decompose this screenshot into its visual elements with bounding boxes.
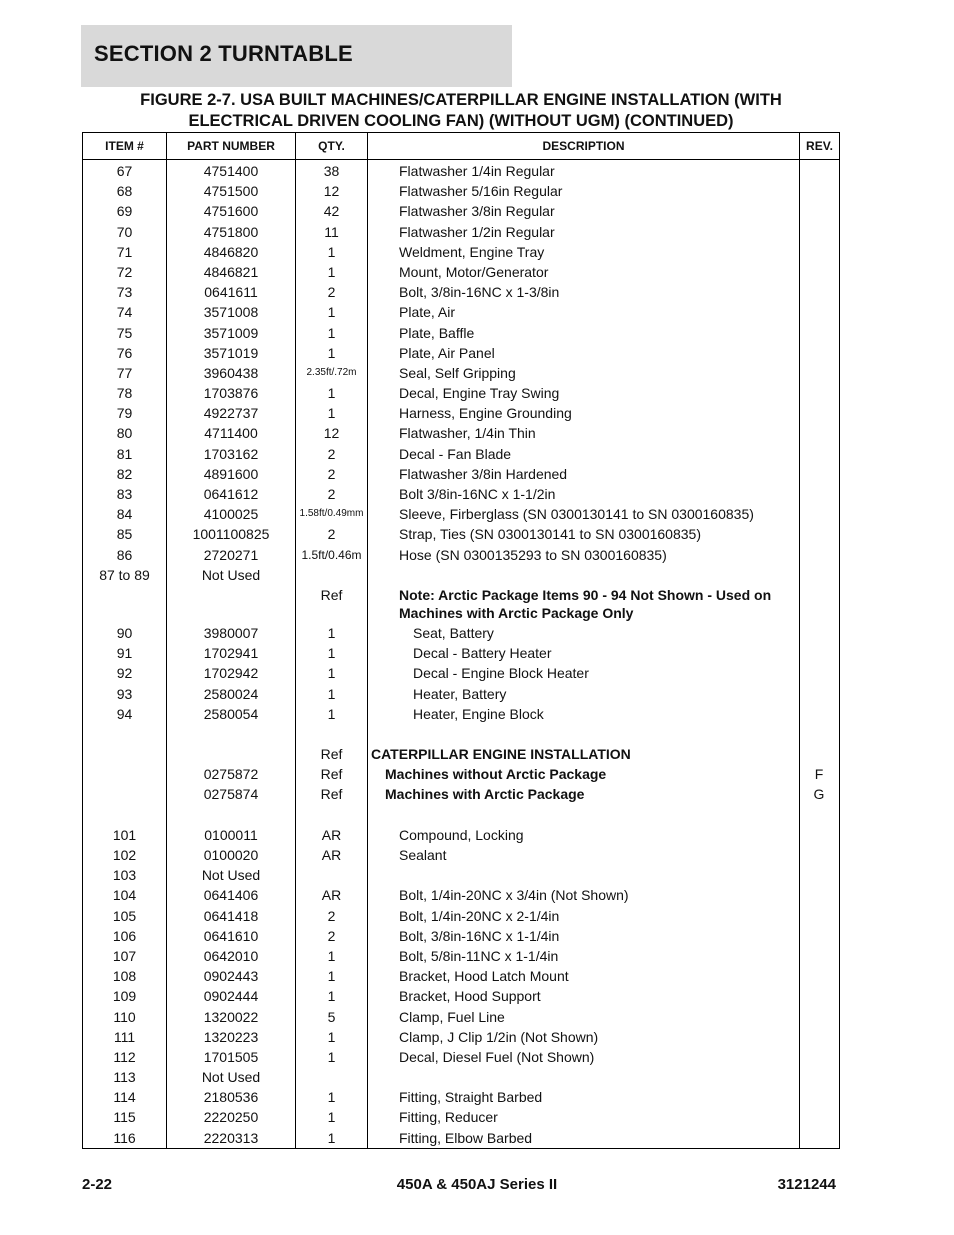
cell-quantity: 1 <box>327 1129 336 1146</box>
cell-quantity: 1 <box>327 1048 336 1065</box>
cell-item-number: 82 <box>116 465 133 482</box>
cell-description: Weldment, Engine Tray <box>399 243 545 260</box>
cell-part-number: 1320022 <box>203 1008 259 1025</box>
cell-description: Plate, Air <box>399 304 456 321</box>
table-row <box>83 545 839 565</box>
cell-description: Seal, Self Gripping <box>399 364 516 381</box>
cell-item-number: 108 <box>112 968 137 985</box>
table-row <box>83 1007 839 1027</box>
cell-quantity: 2.35ft/.72m <box>306 366 357 378</box>
table-body <box>83 161 839 1148</box>
cell-part-number: 4846820 <box>203 243 259 260</box>
table-row <box>83 565 839 585</box>
table-row <box>83 1067 839 1087</box>
cell-quantity: 2 <box>327 526 336 543</box>
cell-part-number: 0902443 <box>203 968 259 985</box>
cell-part-number: 0642010 <box>203 947 259 964</box>
cell-part-number: 0641418 <box>203 907 259 924</box>
cell-description: Bolt, 1/4in-20NC x 2-1/4in <box>399 907 560 924</box>
cell-description: Bolt, 3/8in-16NC x 1-1/4in <box>399 927 560 944</box>
cell-item-number: 110 <box>113 1008 136 1025</box>
cell-part-number: 1702941 <box>203 645 259 662</box>
cell-item-number: 102 <box>112 847 137 863</box>
cell-item-number: 90 <box>116 624 133 641</box>
cell-item-number: 76 <box>116 344 133 361</box>
table-row <box>83 986 839 1006</box>
cell-part-number: 0641610 <box>203 927 259 944</box>
cell-item-number: 81 <box>116 445 133 462</box>
cell-quantity: 1 <box>327 988 336 1005</box>
cell-quantity: AR <box>321 847 342 863</box>
cell-quantity: 1 <box>327 624 336 641</box>
cell-part-number: 3571009 <box>203 324 259 341</box>
cell-quantity: 2 <box>327 907 336 924</box>
cell-item-number: 67 <box>116 163 133 179</box>
cell-quantity: 42 <box>323 203 340 220</box>
table-row <box>83 684 839 704</box>
table-row <box>83 403 839 423</box>
cell-part-number: 4100025 <box>203 506 259 523</box>
cell-quantity: 1 <box>327 705 336 722</box>
cell-description: Machines without Arctic Package <box>385 766 607 783</box>
cell-part-number: 4846821 <box>203 263 259 280</box>
cell-quantity: 1 <box>327 324 336 341</box>
cell-quantity: AR <box>321 826 342 843</box>
cell-quantity: AR <box>321 887 342 904</box>
cell-item-number: 86 <box>116 546 133 563</box>
cell-part-number: 2180536 <box>203 1089 259 1106</box>
table-row <box>83 181 839 201</box>
cell-part-number: 4711400 <box>204 425 258 442</box>
cell-quantity: 38 <box>323 163 340 179</box>
cell-description: Flatwasher 1/4in Regular <box>399 163 555 179</box>
cell-part-number: 0641611 <box>204 284 258 301</box>
cell-quantity: 5 <box>327 1008 336 1025</box>
cell-quantity: Ref <box>320 786 343 803</box>
cell-quantity: 1 <box>327 1028 336 1045</box>
cell-quantity: 1 <box>327 645 336 662</box>
table-row <box>83 504 839 524</box>
cell-quantity: 1 <box>327 263 336 280</box>
cell-item-number: 85 <box>116 526 133 543</box>
cell-description: Note: Arctic Package Items 90 - 94 Not Shown - Used on Machines with Arctic Package Only <box>399 586 772 621</box>
cell-part-number: 2720271 <box>203 546 259 563</box>
cell-item-number: 113 <box>113 1069 136 1086</box>
cell-revision: G <box>813 786 825 803</box>
table-row <box>83 623 839 643</box>
table-row <box>83 484 839 504</box>
cell-item-number: 80 <box>116 425 133 442</box>
cell-description: Decal - Battery Heater <box>413 645 552 662</box>
table-row <box>83 845 839 865</box>
cell-description: Decal, Diesel Fuel (Not Shown) <box>399 1048 595 1065</box>
cell-item-number: 72 <box>116 263 133 280</box>
cell-part-number: 4751400 <box>203 163 259 179</box>
cell-description: Fitting, Straight Barbed <box>399 1089 543 1106</box>
table-row <box>83 302 839 322</box>
table-row <box>83 524 839 544</box>
cell-description: Clamp, Fuel Line <box>399 1008 505 1025</box>
cell-item-number: 109 <box>112 988 137 1005</box>
cell-description: Harness, Engine Grounding <box>399 405 572 422</box>
cell-item-number: 105 <box>112 907 137 924</box>
cell-item-number: 93 <box>116 685 133 702</box>
cell-part-number: 1703162 <box>203 445 259 462</box>
cell-item-number: 68 <box>116 183 133 200</box>
cell-part-number: 3960438 <box>203 364 259 381</box>
section-header <box>81 25 512 87</box>
header-qty: QTY. <box>318 139 345 153</box>
cell-item-number: 75 <box>116 324 133 341</box>
cell-quantity: 1 <box>327 385 336 402</box>
cell-description: Seat, Battery <box>413 624 494 641</box>
cell-item-number: 104 <box>112 887 137 904</box>
cell-part-number: 2220313 <box>203 1129 259 1146</box>
cell-description: Bolt, 1/4in-20NC x 3/4in (Not Shown) <box>399 887 629 904</box>
cell-part-number: 0641612 <box>203 486 259 502</box>
table-row <box>83 1047 839 1067</box>
footer-page-number: 2-22 <box>82 1176 113 1193</box>
table-row <box>83 201 839 221</box>
cell-quantity: 12 <box>323 183 340 200</box>
cell-part-number: 1703876 <box>203 385 259 402</box>
cell-quantity: 2 <box>327 284 336 301</box>
cell-quantity: 1 <box>327 304 336 321</box>
cell-part-number: 0100011 <box>204 826 258 843</box>
table-row <box>83 161 839 181</box>
table-row <box>83 323 839 343</box>
cell-quantity: Ref <box>320 586 343 603</box>
cell-part-number: 3571019 <box>203 344 259 361</box>
cell-quantity: 2 <box>327 445 336 462</box>
cell-description: Flatwasher 5/16in Regular <box>399 183 563 200</box>
table-row <box>83 383 839 403</box>
cell-item-number: 116 <box>113 1129 136 1146</box>
cell-item-number: 94 <box>116 705 133 722</box>
cell-description: Sleeve, Firberglass (SN 0300130141 to SN 0300160835) <box>399 506 754 523</box>
cell-item-number: 91 <box>116 645 133 662</box>
cell-quantity: 2 <box>327 486 336 502</box>
cell-part-number: 4891600 <box>203 465 259 482</box>
cell-quantity: 1 <box>327 968 336 985</box>
table-row <box>83 784 839 804</box>
cell-part-number: 0902444 <box>203 988 259 1005</box>
cell-quantity: 1 <box>327 947 336 964</box>
cell-part-number: 0641406 <box>203 887 259 904</box>
cell-description: Flatwasher 3/8in Hardened <box>399 465 568 482</box>
table-row <box>83 643 839 663</box>
cell-quantity: 1 <box>327 665 336 682</box>
cell-quantity: 1 <box>327 685 336 702</box>
figure-title-line-2: ELECTRICAL DRIVEN COOLING FAN) (WITHOUT UGM) (CONTINUED) <box>188 112 734 130</box>
table-row <box>83 464 839 484</box>
cell-revision: F <box>814 766 824 783</box>
header-item: ITEM # <box>105 139 144 153</box>
cell-description: Bolt 3/8in-16NC x 1-1/2in <box>399 486 556 502</box>
cell-description: Decal - Fan Blade <box>399 445 512 462</box>
cell-part-number: 0100020 <box>203 847 259 863</box>
cell-item-number: 83 <box>116 486 133 502</box>
cell-item-number: 87 to 89 <box>99 566 150 583</box>
cell-quantity: 2 <box>327 465 336 482</box>
cell-description: CATERPILLAR ENGINE INSTALLATION <box>371 746 631 763</box>
cell-part-number: 1701505 <box>203 1048 259 1065</box>
cell-part-number: 2580024 <box>203 685 259 702</box>
cell-part-number: 2580054 <box>203 705 259 722</box>
cell-item-number: 115 <box>113 1109 136 1126</box>
header-description: DESCRIPTION <box>542 139 625 153</box>
cell-description: Decal, Engine Tray Swing <box>399 385 560 402</box>
figure-title <box>82 90 840 132</box>
cell-part-number: Not Used <box>201 1069 261 1086</box>
cell-description: Mount, Motor/Generator <box>399 263 549 280</box>
cell-quantity: 1 <box>327 1089 336 1106</box>
cell-part-number: 4922737 <box>203 405 259 422</box>
cell-description: Flatwasher, 1/4in Thin <box>399 425 536 442</box>
table-row <box>83 1107 839 1127</box>
cell-description: Fitting, Reducer <box>399 1109 498 1126</box>
table-row <box>83 926 839 946</box>
table-row <box>83 744 839 764</box>
cell-description: Plate, Baffle <box>399 324 475 341</box>
cell-description: Hose (SN 0300135293 to SN 0300160835) <box>399 546 667 563</box>
cell-quantity: 12 <box>323 425 340 442</box>
table-row <box>83 764 839 784</box>
figure-title-line-1: FIGURE 2-7. USA BUILT MACHINES/CATERPILLAR ENGINE INSTALLATION (WITH <box>140 91 782 109</box>
cell-description: Flatwasher 1/2in Regular <box>399 223 555 240</box>
table-row <box>83 825 839 845</box>
cell-part-number: Not Used <box>201 566 261 583</box>
cell-part-number: 0275872 <box>203 766 259 783</box>
cell-quantity: 1.58ft/0.49mm <box>299 508 364 520</box>
table-row <box>83 363 839 383</box>
cell-part-number: 0275874 <box>203 786 259 803</box>
cell-description: Decal - Engine Block Heater <box>413 665 589 682</box>
table-row <box>83 865 839 885</box>
table-row <box>83 885 839 905</box>
cell-description: Flatwasher 3/8in Regular <box>399 203 555 220</box>
table-row <box>83 946 839 966</box>
table-row <box>83 242 839 262</box>
table-row <box>83 966 839 986</box>
cell-description: Bolt, 3/8in-16NC x 1-3/8in <box>399 284 560 301</box>
table-row <box>83 222 839 242</box>
table-row <box>83 663 839 683</box>
cell-item-number: 77 <box>116 364 133 381</box>
table-row <box>83 724 839 744</box>
cell-item-number: 111 <box>113 1028 136 1045</box>
cell-part-number: 3571008 <box>203 304 259 321</box>
cell-item-number: 92 <box>116 665 133 682</box>
cell-item-number: 71 <box>116 243 133 260</box>
footer-doc-number: 3121244 <box>777 1176 836 1193</box>
cell-part-number: 4751800 <box>203 223 259 240</box>
cell-item-number: 69 <box>116 203 133 220</box>
cell-item-number: 70 <box>116 223 133 240</box>
cell-description: Heater, Battery <box>413 685 507 702</box>
cell-quantity: 2 <box>327 927 336 944</box>
table-row <box>83 585 839 623</box>
cell-quantity: 1 <box>327 344 336 361</box>
table-row <box>83 1128 839 1148</box>
cell-item-number: 74 <box>116 304 133 321</box>
cell-description: Plate, Air Panel <box>399 344 495 361</box>
cell-quantity: Ref <box>320 766 343 783</box>
section-title: SECTION 2 TURNTABLE <box>94 41 353 66</box>
cell-quantity: 1 <box>327 243 336 260</box>
table-row <box>83 343 839 363</box>
cell-item-number: 84 <box>116 506 133 523</box>
table-row <box>83 805 839 825</box>
table-row <box>83 423 839 443</box>
cell-part-number: 4751600 <box>203 203 259 220</box>
cell-part-number: 4751500 <box>203 183 259 200</box>
header-part-number: PART NUMBER <box>187 139 275 153</box>
parts-table <box>82 132 840 1149</box>
footer-model: 450A & 450AJ Series II <box>396 1176 558 1193</box>
cell-description: Bracket, Hood Latch Mount <box>399 968 569 985</box>
table-row <box>83 262 839 282</box>
cell-description: Heater, Engine Block <box>413 705 544 722</box>
cell-item-number: 73 <box>116 284 133 301</box>
cell-item-number: 106 <box>112 927 137 944</box>
cell-part-number: 1702942 <box>203 665 259 682</box>
cell-description: Bolt, 5/8in-11NC x 1-1/4in <box>399 947 559 964</box>
table-row <box>83 1087 839 1107</box>
table-row <box>83 282 839 302</box>
cell-part-number: 1001100825 <box>192 526 270 543</box>
table-row <box>83 1027 839 1047</box>
cell-description: Machines with Arctic Package <box>385 786 585 803</box>
header-divider <box>83 159 839 160</box>
cell-quantity: 1.5ft/0.46m <box>301 547 362 562</box>
cell-part-number: Not Used <box>201 867 261 884</box>
table-row <box>83 704 839 724</box>
cell-description: Fitting, Elbow Barbed <box>399 1129 533 1146</box>
cell-item-number: 101 <box>112 826 137 843</box>
cell-part-number: 2220250 <box>203 1109 259 1126</box>
cell-part-number: 3980007 <box>203 624 259 641</box>
cell-description: Bracket, Hood Support <box>399 988 541 1005</box>
cell-item-number: 79 <box>116 405 133 422</box>
cell-description: Sealant <box>399 847 447 863</box>
header-rev: REV. <box>806 139 833 153</box>
cell-item-number: 112 <box>113 1048 136 1065</box>
cell-description: Clamp, J Clip 1/2in (Not Shown) <box>399 1028 599 1045</box>
cell-item-number: 114 <box>113 1089 136 1106</box>
cell-item-number: 107 <box>112 947 137 964</box>
cell-quantity: 11 <box>324 223 339 240</box>
cell-description: Compound, Locking <box>399 826 524 843</box>
cell-quantity: 1 <box>327 405 336 422</box>
cell-quantity: Ref <box>320 746 343 763</box>
table-row <box>83 444 839 464</box>
cell-description: Strap, Ties (SN 0300130141 to SN 0300160835) <box>399 526 701 543</box>
cell-item-number: 103 <box>112 867 137 884</box>
cell-quantity: 1 <box>327 1109 336 1126</box>
cell-item-number: 78 <box>116 385 133 402</box>
cell-part-number: 1320223 <box>203 1028 259 1045</box>
table-row <box>83 906 839 926</box>
